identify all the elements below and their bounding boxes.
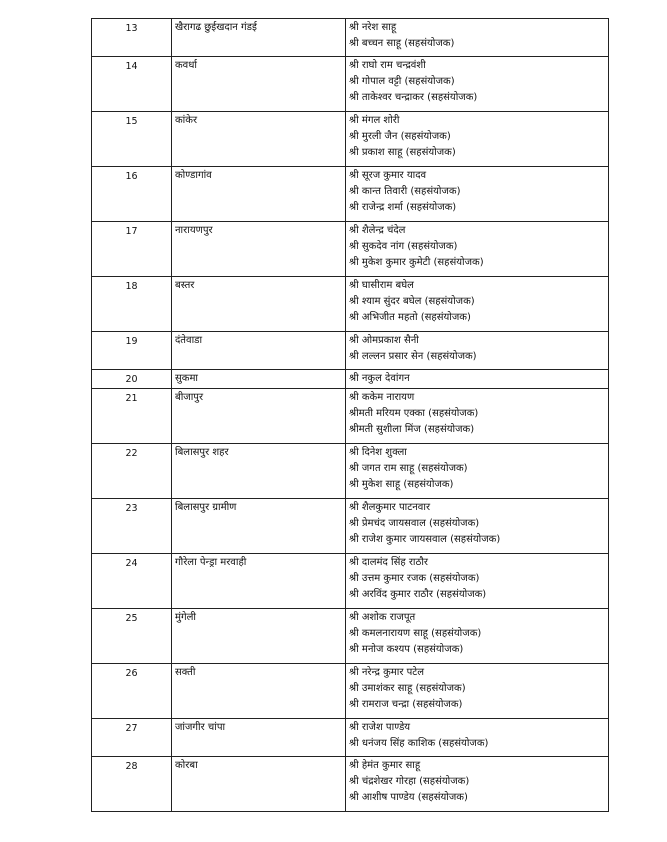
convener-name: श्री नरेश साहू — [349, 22, 397, 33]
convener-name: श्री अशोक राजपूत — [349, 612, 416, 623]
coordinator-names — [346, 554, 609, 609]
table-row — [92, 389, 609, 444]
serial-number: 18 — [92, 277, 172, 332]
table-row — [92, 19, 609, 57]
table-row — [92, 167, 609, 222]
district-name: बस्तर — [172, 277, 346, 332]
co-convener-name: श्री उत्तम कुमार रजक (सहसंयोजक) — [349, 573, 480, 584]
co-convener-name: श्री लल्लन प्रसार सेन (सहसंयोजक) — [349, 351, 477, 362]
coordinator-names — [346, 277, 609, 332]
table-row — [92, 757, 609, 812]
coordinator-names — [346, 389, 609, 444]
district-name: कवर्धा — [172, 57, 346, 112]
serial-number: 21 — [92, 389, 172, 444]
district-name: गौरेला पेन्ड्रा मरवाही — [172, 554, 346, 609]
district-name: सक्ती — [172, 664, 346, 719]
co-convener-name: श्री धनंजय सिंह काशिक (सहसंयोजक) — [349, 738, 489, 749]
district-name: खैरागढ छुईखदान गंडई — [172, 19, 346, 57]
coordinator-names — [346, 112, 609, 167]
convener-name: श्री नकुल देवांगन — [349, 373, 410, 384]
serial-number: 15 — [92, 112, 172, 167]
coordinator-names — [346, 222, 609, 277]
convener-name: श्री दिनेश शुक्ला — [349, 447, 407, 458]
co-convener-name: श्री सुकदेव नांग (सहसंयोजक) — [349, 241, 458, 252]
convener-name: श्री शैलकुमार पाटनवार — [349, 502, 431, 513]
coordinator-names — [346, 370, 609, 389]
district-name: कोण्डागांव — [172, 167, 346, 222]
co-convener-name: श्री ताकेश्वर चन्द्राकर (सहसंयोजक) — [349, 92, 478, 103]
serial-number: 13 — [92, 19, 172, 57]
serial-number: 20 — [92, 370, 172, 389]
convener-name: श्री घासीराम बघेल — [349, 280, 414, 291]
convener-name: श्री ओमप्रकाश सैनी — [349, 335, 419, 346]
table-row — [92, 277, 609, 332]
co-convener-name: श्री कमलनारायण साहू (सहसंयोजक) — [349, 628, 482, 639]
co-convener-name: श्री उमाशंकर साहू (सहसंयोजक) — [349, 683, 466, 694]
district-name: जांजगीर चांपा — [172, 719, 346, 757]
coordinator-names — [346, 609, 609, 664]
co-convener-name: श्री बच्चन साहू (सहसंयोजक) — [349, 38, 455, 49]
co-convener-name: श्री मुकेश कुमार कुमेटी (सहसंयोजक) — [349, 257, 484, 268]
serial-number: 28 — [92, 757, 172, 812]
table-row — [92, 444, 609, 499]
table-row — [92, 112, 609, 167]
co-convener-name: श्री राजेन्द्र शर्मा (सहसंयोजक) — [349, 202, 457, 213]
co-convener-name: श्री श्याम सुंदर बघेल (सहसंयोजक) — [349, 296, 475, 307]
convener-name: श्री राजेश पाण्डेय — [349, 722, 411, 733]
convener-name: श्री राघो राम चन्द्रवंशी — [349, 60, 426, 71]
coordinator-names — [346, 332, 609, 370]
serial-number: 26 — [92, 664, 172, 719]
co-convener-name: श्री प्रेमचंद जायसवाल (सहसंयोजक) — [349, 518, 480, 529]
serial-number: 16 — [92, 167, 172, 222]
convener-name: श्री मंगल शोरी — [349, 115, 400, 126]
serial-number: 24 — [92, 554, 172, 609]
district-name: सुकमा — [172, 370, 346, 389]
table-body — [92, 19, 609, 812]
co-convener-name: श्री मुकेश साहू (सहसंयोजक) — [349, 479, 454, 490]
co-convener-name: श्री आशीष पाण्डेय (सहसंयोजक) — [349, 792, 468, 803]
coordinator-names — [346, 167, 609, 222]
co-convener-name: श्री अरविंद कुमार राठौर (सहसंयोजक) — [349, 589, 487, 600]
district-name: बिलासपुर शहर — [172, 444, 346, 499]
co-convener-name: श्री प्रकाश साहू (सहसंयोजक) — [349, 147, 456, 158]
table-row — [92, 332, 609, 370]
co-convener-name: श्री गोपाल वट्टी (सहसंयोजक) — [349, 76, 455, 87]
coordinator-names — [346, 719, 609, 757]
serial-number: 17 — [92, 222, 172, 277]
convener-name: श्री ककेम नारायण — [349, 392, 415, 403]
co-convener-name: श्री रामराज चन्द्रा (सहसंयोजक) — [349, 699, 463, 710]
coordinator-names — [346, 757, 609, 812]
co-convener-name: श्री अभिजीत महतो (सहसंयोजक) — [349, 312, 471, 323]
co-convener-name: श्री जगत राम साहू (सहसंयोजक) — [349, 463, 468, 474]
co-convener-name: श्री मनोज कश्यप (सहसंयोजक) — [349, 644, 464, 655]
district-name: बीजापुर — [172, 389, 346, 444]
district-name: बिलासपुर ग्रामीण — [172, 499, 346, 554]
co-convener-name: श्री कान्त तिवारी (सहसंयोजक) — [349, 186, 461, 197]
convener-name: श्री सूरज कुमार यादव — [349, 170, 427, 181]
convener-name: श्री शैलेन्द्र चंदेल — [349, 225, 406, 236]
district-name: कोरबा — [172, 757, 346, 812]
coordinator-names — [346, 444, 609, 499]
district-name: नारायणपुर — [172, 222, 346, 277]
convener-name: श्री नरेन्द्र कुमार पटेल — [349, 667, 425, 678]
table-row — [92, 554, 609, 609]
serial-number: 25 — [92, 609, 172, 664]
co-convener-name: श्री राजेश कुमार जायसवाल (सहसंयोजक) — [349, 534, 501, 545]
co-convener-name: श्रीमती मरियम एक्का (सहसंयोजक) — [349, 408, 479, 419]
coordinator-names — [346, 19, 609, 57]
coordinator-names — [346, 499, 609, 554]
serial-number: 19 — [92, 332, 172, 370]
table-row — [92, 57, 609, 112]
co-convener-name: श्रीमती सुशीला मिंज (सहसंयोजक) — [349, 424, 475, 435]
coordinator-names — [346, 57, 609, 112]
table-row — [92, 370, 609, 389]
table — [91, 18, 609, 812]
coordinator-names — [346, 664, 609, 719]
table-row — [92, 719, 609, 757]
co-convener-name: श्री चंद्रशेखर गोरहा (सहसंयोजक) — [349, 776, 470, 787]
co-convener-name: श्री मुरली जैन (सहसंयोजक) — [349, 131, 451, 142]
serial-number: 23 — [92, 499, 172, 554]
district-name: कांकेर — [172, 112, 346, 167]
district-coordinator-table — [91, 18, 608, 812]
table-row — [92, 499, 609, 554]
district-name: मुंगेली — [172, 609, 346, 664]
table-row — [92, 222, 609, 277]
table-row — [92, 609, 609, 664]
district-name: दंतेवाडा — [172, 332, 346, 370]
convener-name: श्री हेमंत कुमार साहू — [349, 760, 421, 771]
serial-number: 22 — [92, 444, 172, 499]
table-row — [92, 664, 609, 719]
convener-name: श्री दालमंद सिंह राठौर — [349, 557, 429, 568]
serial-number: 14 — [92, 57, 172, 112]
serial-number: 27 — [92, 719, 172, 757]
